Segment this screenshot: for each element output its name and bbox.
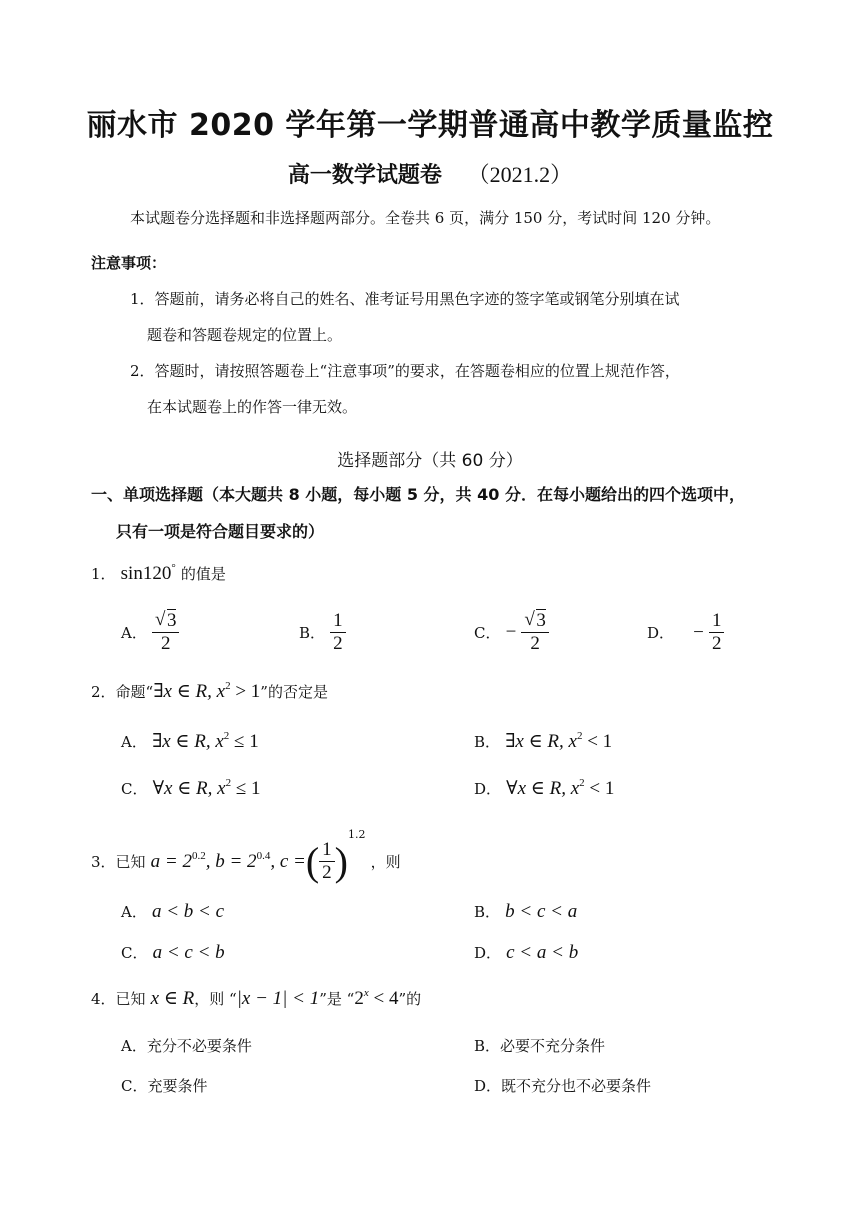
exam-date: （2021.2）: [467, 162, 573, 187]
exam-subtitle: [0, 158, 860, 189]
q3-option-d[interactable]: [474, 942, 578, 964]
q2-number: 2．: [91, 683, 116, 701]
q4-option-a-text: 充分不必要条件: [146, 1037, 252, 1055]
q2-option-a[interactable]: [121, 730, 259, 753]
q2-option-d-label: D．: [474, 780, 502, 798]
q3-right-paren: ): [334, 839, 348, 884]
q3-option-c[interactable]: [121, 942, 225, 964]
notes-item2-line2: 在本试题卷上的作答一律无效。: [147, 398, 358, 416]
q4-option-c-text: 充要条件: [147, 1077, 208, 1095]
q1-expr: sin120°: [120, 562, 176, 584]
q4-prefix: 已知: [115, 990, 146, 1008]
q3-option-a[interactable]: [121, 901, 224, 923]
q3-option-c-expr: a < c < b: [152, 942, 225, 963]
q3-prefix: 已知: [115, 853, 146, 871]
q3-option-b-expr: b < c < a: [505, 901, 578, 922]
q1-option-d-label: D．: [647, 624, 675, 642]
q3-option-d-expr: c < a < b: [506, 942, 579, 963]
q4-condition: x ∈ R: [150, 988, 195, 1009]
q4-suffix: ”的: [398, 990, 422, 1008]
q2-option-d-expr: ∀x ∈ R, $x^2 < 1$: [506, 777, 615, 799]
q2-option-d[interactable]: [474, 777, 614, 800]
part-one-line1: 一、单项选择题（本大题共 8 小题，每小题 5 分，共 40 分．在每小题给出的四个选项中，: [91, 485, 745, 504]
q3-suffix: ，则: [370, 853, 401, 871]
q3-c-exponent: 1.2: [347, 828, 366, 841]
q4-mid1: ，则 “: [194, 990, 237, 1008]
question-1: [91, 562, 226, 585]
q4-option-a[interactable]: [121, 1035, 252, 1056]
q4-option-d[interactable]: [474, 1075, 651, 1096]
q1-number: 1．: [91, 565, 116, 583]
q1-option-b-label: B．: [299, 624, 326, 642]
exam-title: 丽水市 2020 学年第一学期普通高中教学质量监控: [86, 108, 774, 143]
q4-mid2: ”是 “: [319, 990, 355, 1008]
q4-option-c-label: C．: [121, 1077, 148, 1095]
q1-option-a-frac: √ $\frac{3}{2}$: [152, 610, 180, 655]
q3-option-b-label: B．: [474, 903, 501, 921]
q1-option-d[interactable]: [647, 610, 724, 655]
q4-option-a-label: A．: [121, 1037, 147, 1055]
q3-number: 3．: [91, 853, 116, 871]
q3-left-paren: (: [305, 839, 320, 884]
part-one-line2: 只有一项是符合题目要求的）: [116, 522, 325, 541]
question-4: [91, 987, 421, 1010]
q2-suffix: ”的否定是: [260, 683, 328, 701]
q2-option-a-expr: ∃x ∈ R, $x^2 \le 1$: [151, 730, 259, 752]
q1-suffix: 的值是: [180, 565, 226, 583]
q1-option-d-sign: −: [693, 621, 704, 643]
q1-option-c-label: C．: [474, 624, 501, 642]
q4-option-d-text: 既不充分也不必要条件: [501, 1077, 652, 1095]
question-2: [91, 680, 328, 703]
q3-option-d-label: D．: [474, 944, 502, 962]
q4-expr2: $2^x < 4$: [354, 987, 399, 1009]
q4-number: 4．: [91, 990, 116, 1008]
q2-prefix: 命题“: [115, 683, 154, 701]
q4-expr1: |x − 1| < 1: [236, 988, 320, 1009]
q2-option-c-expr: ∀x ∈ R, $x^2 \le 1$: [152, 777, 261, 799]
section-title: 选择题部分（共 60 分）: [337, 451, 523, 471]
q1-option-b[interactable]: [299, 610, 346, 655]
subtitle-text: 高一数学试题卷: [287, 163, 442, 188]
q4-option-d-label: D．: [474, 1077, 502, 1095]
q3-frac: $\frac{1}{2}$: [319, 839, 335, 884]
q1-option-c-frac: √ $\frac{3}{2}$: [521, 610, 549, 655]
q2-option-b-expr: ∃x ∈ R, $x^2 < 1$: [505, 730, 613, 752]
q4-option-b-text: 必要不充分条件: [500, 1037, 606, 1055]
q1-option-a-label: A．: [121, 624, 147, 642]
q2-option-b-label: B．: [474, 733, 501, 751]
q4-option-b[interactable]: [474, 1035, 605, 1056]
q2-option-c-label: C．: [121, 780, 148, 798]
question-3: [91, 828, 401, 885]
q2-option-b[interactable]: [474, 730, 612, 753]
notes-item2-line1: 2．答题时，请按照答题卷上“注意事项”的要求，在答题卷相应的位置上规范作答，: [130, 362, 680, 380]
notes-item1-line2: 题卷和答题卷规定的位置上。: [147, 326, 343, 344]
q3-option-c-label: C．: [121, 944, 148, 962]
q3-expr: $a = 2^{0.2}$, $b = 2^{0.4}$, c =: [150, 850, 306, 872]
q4-option-b-label: B．: [474, 1037, 501, 1055]
q3-option-b[interactable]: [474, 901, 577, 923]
exam-intro: 本试题卷分选择题和非选择题两部分。全卷共 6 页，满分 150 分，考试时间 120 分钟。: [130, 209, 721, 227]
q3-option-a-expr: a < b < c: [151, 901, 225, 922]
q2-option-c[interactable]: [121, 777, 261, 800]
q1-option-d-frac: $\frac{1}{2}$: [709, 610, 725, 655]
notes-heading: 注意事项：: [91, 254, 167, 272]
q2-option-a-label: A．: [121, 733, 147, 751]
q1-option-b-frac: $\frac{1}{2}$: [330, 610, 346, 655]
q1-option-c-sign: −: [505, 621, 517, 643]
q3-option-a-label: A．: [121, 903, 147, 921]
q1-option-c[interactable]: [474, 610, 549, 655]
notes-item1-line1: 1．答题前，请务必将自己的姓名、准考证号用黑色字迹的签字笔或钢笔分别填在试: [130, 290, 680, 308]
q4-option-c[interactable]: [121, 1075, 208, 1096]
q2-stmt: ∃x ∈ R, $x^2 > 1$: [153, 680, 261, 702]
q1-option-a[interactable]: [121, 610, 179, 655]
